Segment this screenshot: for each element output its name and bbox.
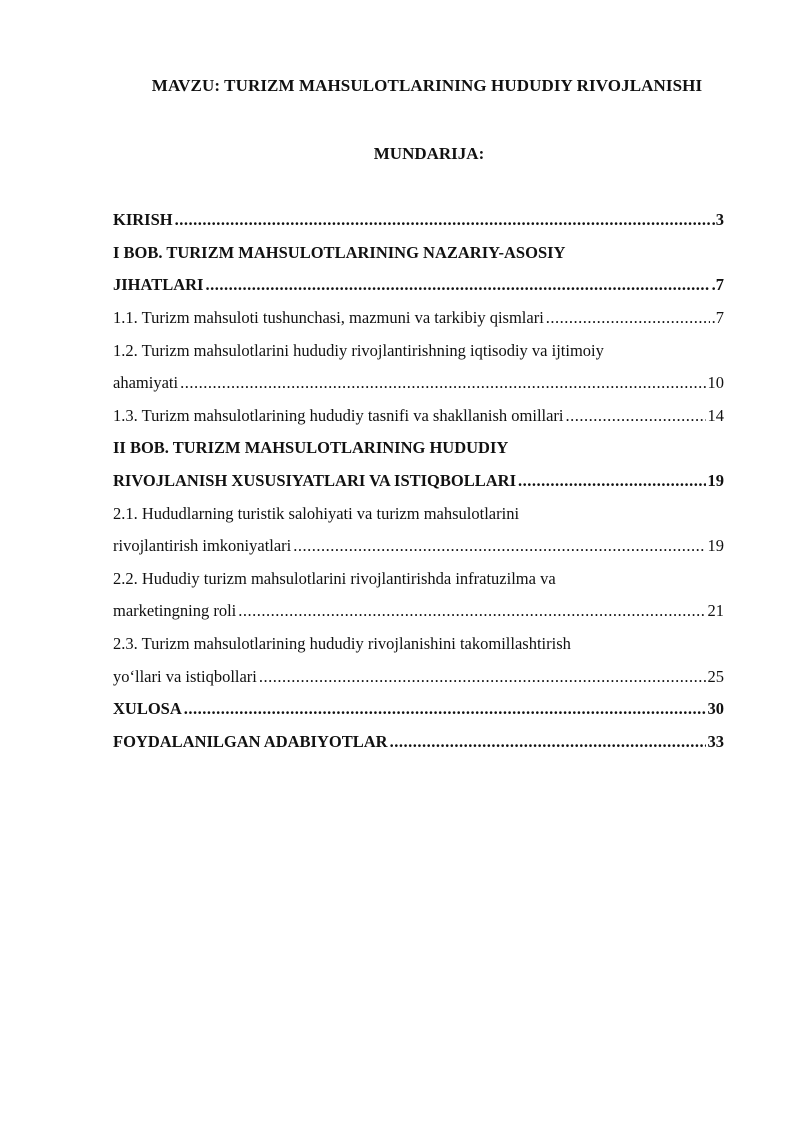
- toc-entry-label: 1.3. Turizm mahsulotlarining hududiy tasnifi va shakllanish omillari: [113, 405, 564, 425]
- toc-leader-dots: [175, 210, 710, 230]
- toc-entry-section-2-2-cont[interactable]: [113, 595, 724, 628]
- toc-entry-conclusion[interactable]: [113, 693, 724, 726]
- toc-entry-chapter-1-cont[interactable]: [113, 269, 724, 302]
- toc-entry-label: 2.2. Hududiy turizm mahsulotlarini rivojlantirishda infratuzilma va: [113, 568, 556, 588]
- toc-entry-chapter-1[interactable]: [113, 237, 724, 270]
- toc-leader-dots: [390, 732, 706, 752]
- toc-entry-label: II BOB. TURIZM MAHSULOTLARINING HUDUDIY: [113, 438, 509, 458]
- toc-entry-chapter-2[interactable]: [113, 432, 724, 465]
- toc-page-number: 33: [707, 731, 724, 751]
- toc-entry-label: FOYDALANILGAN ADABIYOTLAR: [113, 731, 388, 751]
- toc-entry-section-2-1-cont[interactable]: [113, 530, 724, 563]
- toc-leader-dots: [259, 667, 706, 687]
- toc-entry-label: 1.2. Turizm mahsulotlarini hududiy rivojlantirishning iqtisodiy va ijtimoiy: [113, 340, 604, 360]
- toc-entry-section-1-1[interactable]: [113, 302, 724, 335]
- toc-entry-references[interactable]: [113, 726, 724, 759]
- toc-page-number: 19: [707, 471, 724, 491]
- toc-page-number: 10: [707, 373, 724, 393]
- toc-page-number: 25: [707, 666, 724, 686]
- toc-entry-section-1-2[interactable]: [113, 334, 724, 367]
- toc-page-number: .7: [711, 308, 724, 328]
- toc-leader-dots: [180, 373, 705, 393]
- toc-entry-section-2-2[interactable]: [113, 563, 724, 596]
- toc-entry-section-2-1[interactable]: [113, 497, 724, 530]
- toc-leader-dots: [293, 536, 705, 556]
- document-title: MAVZU: TURIZM MAHSULOTLARINING HUDUDIY RIVOJLANISHI: [151, 76, 703, 95]
- toc-leader-dots: [238, 601, 705, 621]
- toc-entry-label: ahamiyati: [113, 373, 179, 393]
- toc-page-number: 21: [707, 601, 724, 621]
- toc-entry-label: XULOSA: [113, 699, 182, 719]
- toc-page-number: .7: [711, 275, 724, 295]
- toc-entry-section-1-3[interactable]: [113, 400, 724, 433]
- toc-entry-label: JIHATLARI: [113, 275, 204, 295]
- toc-page-number: 30: [707, 699, 724, 719]
- toc-heading: MUNDARIJA:: [373, 144, 485, 163]
- toc-entry-label: 1.1. Turizm mahsuloti tushunchasi, mazmuni va tarkibiy qismlari: [113, 308, 544, 328]
- toc-entry-label: marketingning roli: [113, 601, 237, 621]
- toc-leader-dots: [205, 275, 709, 295]
- toc-page-number: .3: [711, 210, 724, 230]
- toc-entry-label: rivojlantirish imkoniyatlari: [113, 536, 292, 556]
- toc-entry-chapter-2-cont[interactable]: [113, 465, 724, 498]
- toc-leader-dots: [566, 406, 706, 426]
- toc-entry-label: KIRISH: [113, 210, 173, 230]
- toc-leader-dots: [546, 308, 710, 328]
- toc-leader-dots: [184, 699, 706, 719]
- toc-entry-introduction[interactable]: [113, 204, 724, 237]
- toc-entry-label: 2.3. Turizm mahsulotlarining hududiy rivojlanishini takomillashtirish: [113, 634, 571, 654]
- table-of-contents: [113, 204, 724, 758]
- toc-entry-label: yo‘llari va istiqbollari: [113, 666, 257, 686]
- toc-page-number: 14: [707, 405, 724, 425]
- toc-entry-label: RIVOJLANISH XUSUSIYATLARI VA ISTIQBOLLARI: [113, 471, 516, 491]
- toc-entry-section-2-3-cont[interactable]: [113, 660, 724, 693]
- toc-entry-label: I BOB. TURIZM MAHSULOTLARINING NAZARIY-ASOSIY: [113, 242, 566, 262]
- toc-entry-label: 2.1. Hududlarning turistik salohiyati va turizm mahsulotlarini: [113, 503, 520, 523]
- toc-entry-section-2-3[interactable]: [113, 628, 724, 661]
- toc-leader-dots: [518, 471, 706, 491]
- toc-page-number: 19: [707, 536, 724, 556]
- toc-entry-section-1-2-cont[interactable]: [113, 367, 724, 400]
